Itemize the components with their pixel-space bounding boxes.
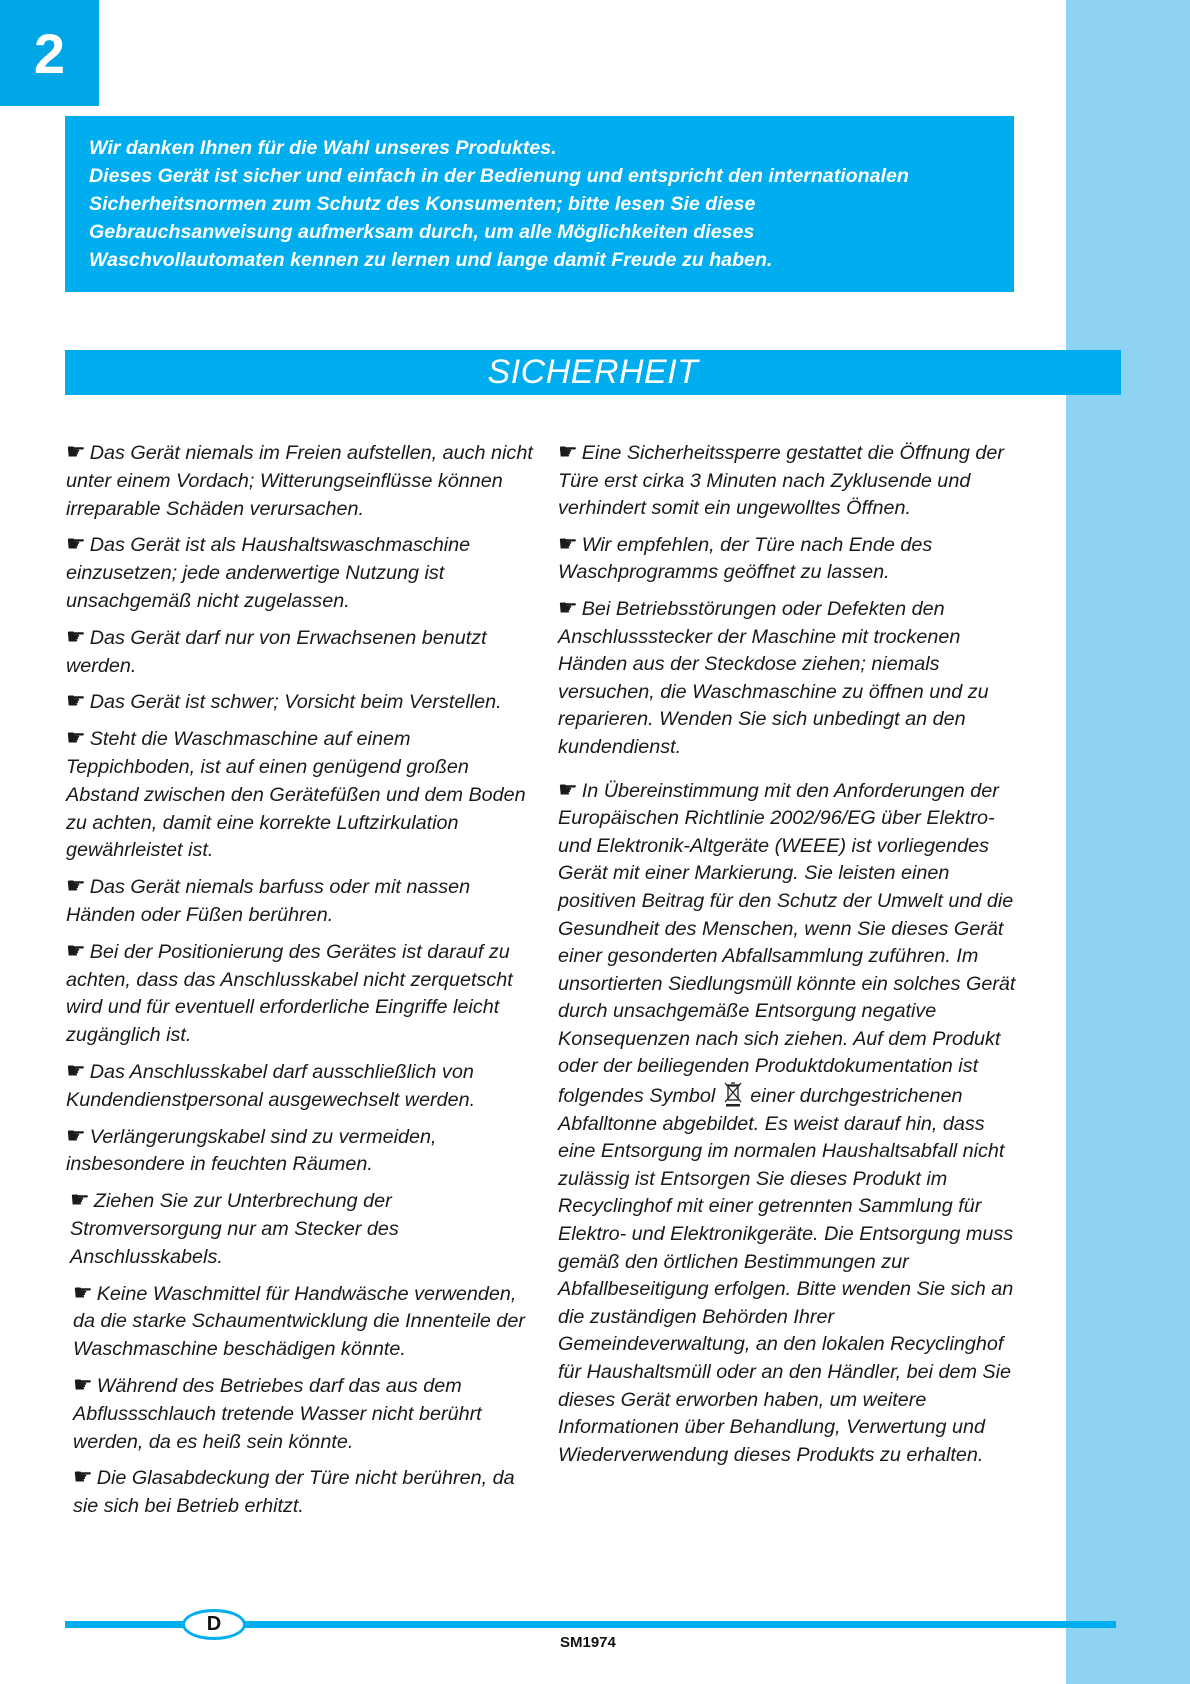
pointing-hand-icon: ☛ (73, 1279, 93, 1305)
safety-item-text: Bei Betriebsstörungen oder Defekten den Anschlussstecker der Maschine mit trockenen Händen aus der Steckdose ziehen; niemals versuchen, die Waschmaschine zu öffnen und zu reparieren. Wenden Sie sich unbedingt an den kundendienst. (558, 597, 989, 758)
safety-item (66, 1371, 538, 1456)
safety-item (66, 724, 538, 865)
intro-line: Gebrauchsanweisung aufmerksam durch, um alle Möglichkeiten dieses (89, 221, 755, 243)
safety-item (66, 1279, 538, 1364)
weee-notice (558, 776, 1026, 1470)
safety-item (66, 438, 538, 523)
safety-item-text: Bei der Positionierung des Gerätes ist darauf zu achten, dass das Anschlusskabel nicht zerquetscht wird und für eventuell erforderliche Eingriffe leicht zugänglich ist. (66, 940, 513, 1047)
safety-item (66, 872, 538, 930)
safety-item-text: Keine Waschmittel für Handwäsche verwenden, da die starke Schaumentwicklung die Innenteile der Waschmaschine beschädigen könnte. (73, 1282, 525, 1361)
crossed-out-bin-icon (723, 1081, 743, 1107)
safety-item (558, 438, 1026, 523)
pointing-hand-icon: ☛ (73, 1371, 93, 1397)
pointing-hand-icon: ☛ (66, 531, 86, 557)
safety-item-text: Während des Betriebes darf das aus dem Abflussschlauch tretende Wasser nicht berührt werden, da es heiß sein könnte. (73, 1374, 482, 1453)
page-number: 2 (0, 0, 99, 106)
safety-item-text: Das Gerät niemals im Freien aufstellen, auch nicht unter einem Vordach; Witterungseinflüsse können irreparable Schäden verursachen. (66, 442, 533, 520)
section-title: SICHERHEIT (65, 350, 1121, 395)
intro-line: Wir danken Ihnen für die Wahl unseres Produktes. (89, 137, 557, 159)
pointing-hand-icon: ☛ (66, 873, 86, 899)
intro-line: Sicherheitsnormen zum Schutz des Konsumenten; bitte lesen Sie diese (89, 193, 756, 215)
pointing-hand-icon: ☛ (66, 688, 86, 714)
safety-item-text: Das Anschlusskabel darf ausschließlich von Kundendienstpersonal ausgewechselt werden. (66, 1060, 476, 1111)
pointing-hand-icon: ☛ (70, 1187, 90, 1213)
safety-item (66, 1463, 538, 1521)
intro-line: Dieses Gerät ist sicher und einfach in der Bedienung und entspricht den internationalen (89, 165, 909, 187)
safety-item-text: Das Gerät ist schwer; Vorsicht beim Verstellen. (89, 691, 502, 714)
safety-item (558, 594, 1026, 762)
pointing-hand-icon: ☛ (66, 1122, 86, 1148)
pointing-hand-icon: ☛ (558, 776, 578, 802)
safety-item (66, 1057, 538, 1115)
pointing-hand-icon: ☛ (66, 623, 86, 649)
safety-item-text: Eine Sicherheitssperre gestattet die Öffnung der Türe erst cirka 3 Minuten nach Zyklusende und verhindert somit ein ungewolltes Öffnen. (558, 442, 1004, 520)
side-color-strip (1066, 0, 1190, 1684)
safety-item (66, 1122, 538, 1180)
safety-item (66, 530, 538, 615)
safety-item-text: Die Glasabdeckung der Türe nicht berühren, da sie sich bei Betrieb erhitzt. (73, 1467, 515, 1518)
safety-item-text: Das Gerät niemals barfuss oder mit nassen Händen oder Füßen berühren. (66, 876, 471, 926)
safety-item (66, 623, 538, 681)
weee-text-after: einer durchgestrichenen Abfalltonne abgebildet. Es weist darauf hin, dass eine Entsorgung im normalen Haushaltsabfall nicht zulässig ist Entsorgen Sie dieses Produkt im Recyclinghof mit einer getrennten Sammlung für Elektro- und Elektronikgeräte. Die Entsorgung muss gemäß den örtlichen Bestimmungen zur Abfallbeseitigung erfolgen. Bitte wenden Sie sich an die zuständigen Behörden Ihrer Gemeindeverwaltung, an den lokalen Recyclinghof für Haushaltsmüll oder an den Händler, bei dem Sie dieses Gerät erworben haben, um weitere Informationen über Behandlung, Verwertung und Wiederverwendung dieses Produkts zu erhalten. (558, 1085, 1014, 1466)
safety-item-text: Ziehen Sie zur Unterbrechung der Stromversorgung nur am Stecker des Anschlusskabels. (70, 1190, 399, 1268)
safety-item (558, 530, 1026, 587)
right-column (558, 438, 1026, 1476)
pointing-hand-icon: ☛ (66, 439, 86, 464)
safety-item-text: Das Gerät darf nur von Erwachsenen benutzt werden. (66, 626, 487, 677)
pointing-hand-icon: ☛ (73, 1464, 93, 1490)
pointing-hand-icon: ☛ (558, 439, 578, 464)
pointing-hand-icon: ☛ (558, 594, 578, 620)
safety-item (66, 1186, 538, 1271)
intro-box (65, 116, 1014, 292)
intro-line: Waschvollautomaten kennen zu lernen und lange damit Freude zu haben. (89, 249, 773, 271)
language-badge: D (182, 1609, 246, 1640)
safety-item-text: Wir empfehlen, der Türe nach Ende des Waschprogramms geöffnet zu lassen. (558, 533, 933, 584)
left-column (66, 438, 538, 1528)
safety-item-text: Verlängerungskabel sind zu vermeiden, insbesondere in feuchten Räumen. (66, 1125, 437, 1176)
pointing-hand-icon: ☛ (66, 1057, 86, 1083)
safety-item (66, 937, 538, 1050)
safety-item (66, 687, 538, 717)
weee-text-before: In Übereinstimmung mit den Anforderungen der Europäischen Richtlinie 2002/96/EG über Elektro- und Elektronik-Altgeräte (WEEE) ist vorliegendes Gerät mit einer Markierung. Sie leisten einen positiven Beitrag für den Schutz der Umwelt und die Gesundheit des Menschen, wenn Sie dieses Gerät einer gesonderten Abfallsammlung zuführen. Im unsortierten Siedlungsmüll könnte ein solches Gerät durch unsachgemäße Entsorgung negative Konsequenzen nach sich ziehen. Auf dem Produkt oder der beiliegenden Produktdokumentation ist folgendes Symbol (558, 779, 1016, 1108)
model-code: SM1974 (560, 1634, 616, 1651)
pointing-hand-icon: ☛ (66, 937, 86, 963)
pointing-hand-icon: ☛ (66, 725, 86, 751)
pointing-hand-icon: ☛ (558, 530, 578, 556)
safety-item-text: Das Gerät ist als Haushaltswaschmaschine einzusetzen; jede anderwertige Nutzung ist unsachgemäß nicht zugelassen. (66, 534, 471, 612)
safety-item-text: Steht die Waschmaschine auf einem Teppichboden, ist auf einen genügend großen Abstand zwischen den Gerätefüßen und dem Boden zu achten, damit eine korrekte Luftzirkulation gewährleistet ist. (66, 728, 526, 862)
